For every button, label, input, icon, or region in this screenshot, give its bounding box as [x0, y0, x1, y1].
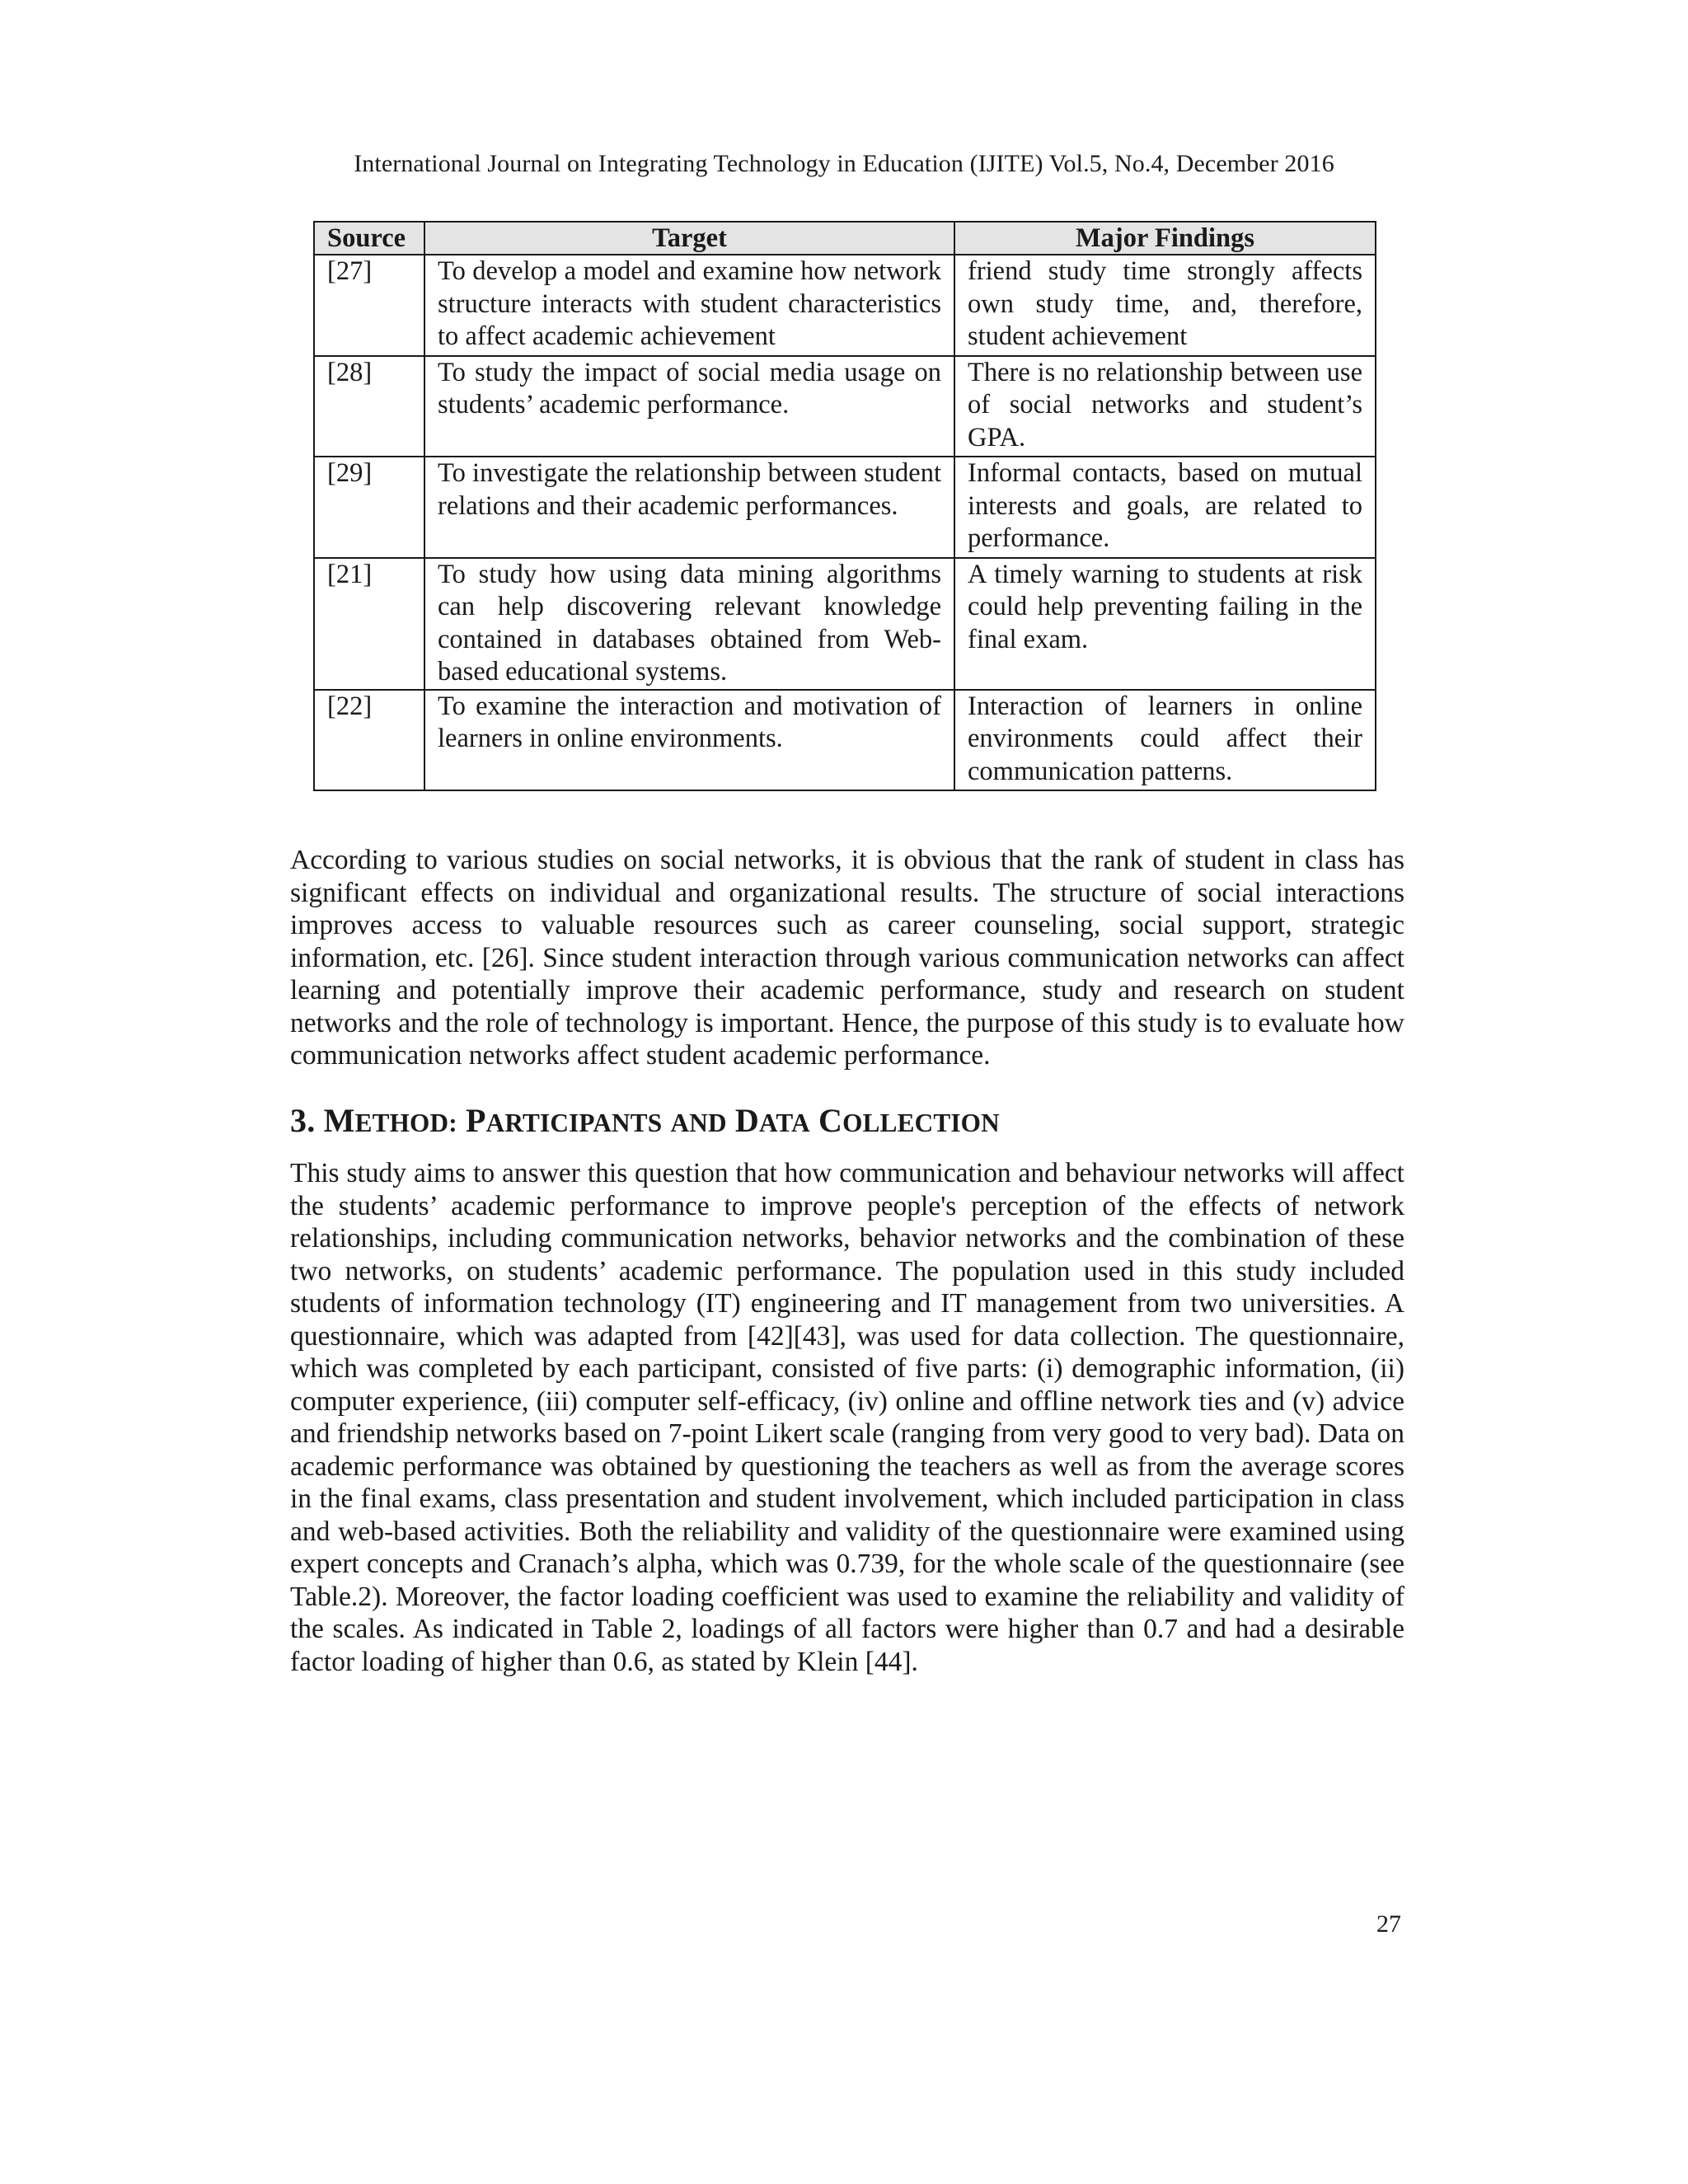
source-cell: [29]: [314, 457, 424, 558]
table-header-row: [314, 222, 1376, 255]
source-cell: [21]: [314, 558, 424, 690]
column-header-findings: Major Findings: [954, 222, 1376, 255]
source-cell: [28]: [314, 356, 424, 457]
page-number: 27: [1376, 1910, 1401, 1938]
source-cell: [22]: [314, 690, 424, 791]
findings-cell: Informal contacts, based on mutual interests and goals, are related to performance.: [954, 457, 1376, 558]
findings-cell: A timely warning to students at risk could help preventing failing in the final exam.: [954, 558, 1376, 690]
table-row: [314, 690, 1376, 791]
table-row: [314, 558, 1376, 690]
target-cell: To study how using data mining algorithms can help discovering relevant knowledge contained in databases obtained from Web-based educational systems.: [424, 558, 954, 690]
target-cell: To study the impact of social media usage on students’ academic performance.: [424, 356, 954, 457]
target-cell: To develop a model and examine how network structure interacts with student characteristics to affect academic achievement: [424, 255, 954, 356]
target-cell: To investigate the relationship between student relations and their academic performances.: [424, 457, 954, 558]
findings-table: [313, 221, 1376, 791]
findings-cell: There is no relationship between use of social networks and student’s GPA.: [954, 356, 1376, 457]
column-header-source: Source: [314, 222, 424, 255]
table-row: [314, 255, 1376, 356]
table-row: [314, 457, 1376, 558]
body-paragraph: This study aims to answer this question that how communication and behaviour networks will affect the students’ academic performance to improve people's perception of the effects of network relationships, including communication networks, behavior networks and the combination of these two networks, on students’ academic performance. The population used in this study included students of information technology (IT) engineering and IT management from two universities. A questionnaire, which was adapted from [42][43], was used for data collection. The questionnaire, which was completed by each participant, consisted of five parts: (i) demographic information, (ii) computer experience, (iii) computer self-efficacy, (iv) online and offline network ties and (v) advice and friendship networks based on 7-point Likert scale (ranging from very good to very bad). Data on academic performance was obtained by questioning the teachers as well as from the average scores in the final exams, class presentation and student involvement, which included participation in class and web-based activities. Both the reliability and validity of the questionnaire were examined using expert concepts and Cranach’s alpha, which was 0.739, for the whole scale of the questionnaire (see Table.2). Moreover, the factor loading coefficient was used to examine the reliability and validity of the scales. As indicated in Table 2, loadings of all factors were higher than 0.7 and had a desirable factor loading of higher than 0.6, as stated by Klein [44].: [290, 1158, 1404, 1677]
body-paragraph: According to various studies on social networks, it is obvious that the rank of student in class has significant effects on individual and organizational results. The structure of social interactions improves access to valuable resources such as career counseling, social support, strategic information, etc. [26]. Since student interaction through various communication networks can affect learning and potentially improve their academic performance, study and research on student networks and the role of technology is important. Hence, the purpose of this study is to evaluate how communication networks affect student academic performance.: [290, 845, 1404, 1071]
target-cell: To examine the interaction and motivation of learners in online environments.: [424, 690, 954, 791]
table-row: [314, 356, 1376, 457]
findings-cell: Interaction of learners in online environments could affect their communication patterns.: [954, 690, 1376, 791]
section-heading: 3. METHOD: PARTICIPANTS AND DATA COLLECTION: [290, 1102, 1000, 1139]
column-header-target: Target: [424, 222, 954, 255]
running-header: International Journal on Integrating Technology in Education (IJITE) Vol.5, No.4, December 2016: [354, 150, 1334, 177]
findings-cell: friend study time strongly affects own study time, and, therefore, student achievement: [954, 255, 1376, 356]
source-cell: [27]: [314, 255, 424, 356]
